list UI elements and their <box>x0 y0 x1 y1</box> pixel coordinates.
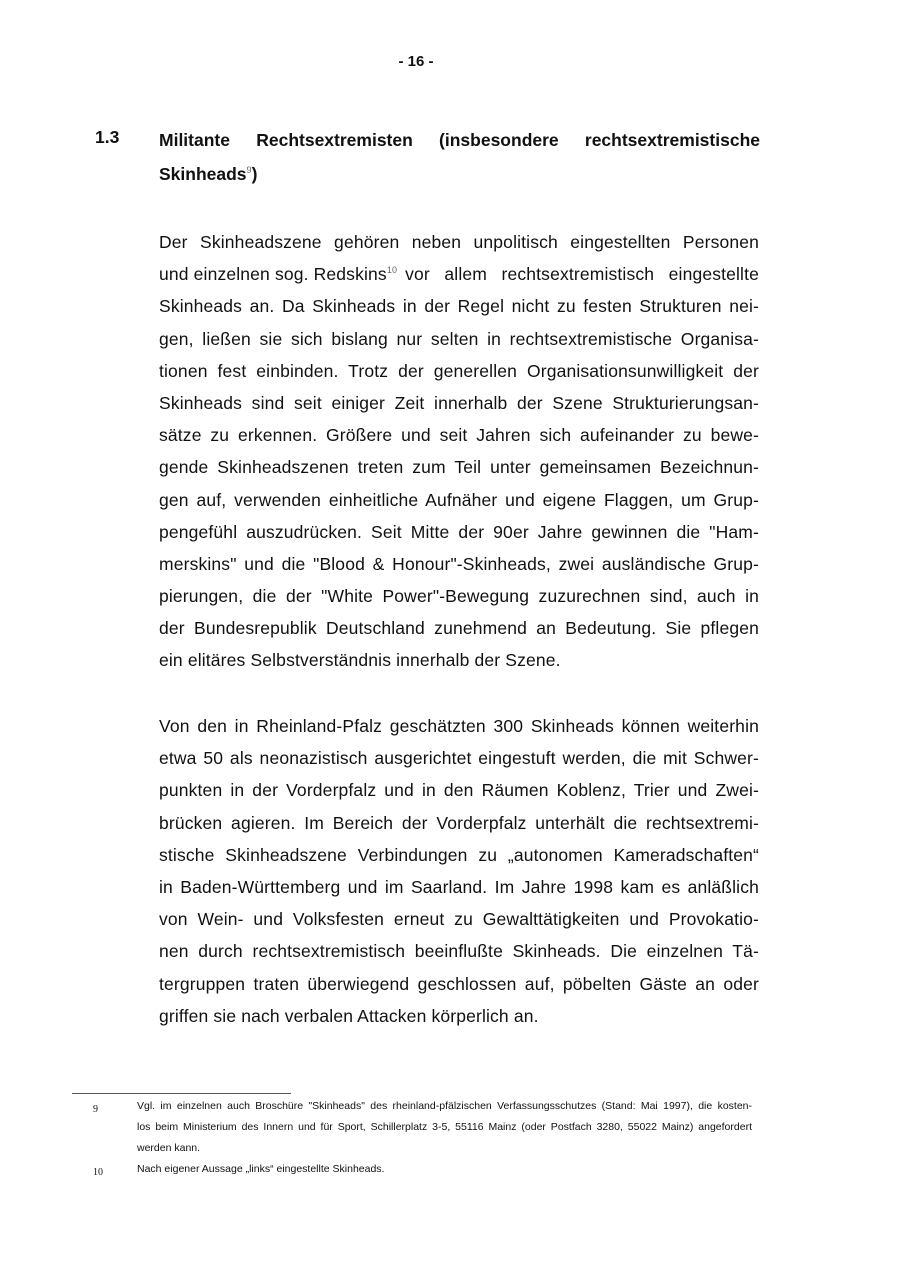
footnote-separator <box>72 1093 291 1094</box>
paragraph-line: Skinheads sind seit einiger Zeit innerhalb der Szene Strukturierungsan- <box>159 392 759 413</box>
footnote-ref-10[interactable]: 10 <box>386 265 398 276</box>
page-number: - 16 - <box>398 53 434 70</box>
section-title-close: ) <box>251 164 258 184</box>
paragraph-text: vor allem rechtsextremistisch eingestellte <box>405 264 759 285</box>
paragraph-line: tergruppen traten überwiegend geschlossen auf, pöbelten Gäste an oder <box>159 973 759 994</box>
paragraph-line: tionen fest einbinden. Trotz der generellen Organisationsunwilligkeit der <box>159 360 759 381</box>
paragraph-line: sätze zu erkennen. Größere und seit Jahren sich aufeinander zu bewe- <box>159 425 759 446</box>
paragraph-line <box>159 258 759 290</box>
section-title <box>159 127 760 195</box>
paragraph-line: in Baden-Württemberg und im Saarland. Im Jahre 1998 kam es anläßlich <box>159 876 759 897</box>
paragraph-line: von Wein- und Volksfesten erneut zu Gewalttätigkeiten und Provokatio- <box>159 909 759 930</box>
footnote-number: 9 <box>93 1104 98 1115</box>
paragraph-line: gende Skinheadszenen treten zum Teil unter gemeinsamen Bezeichnun- <box>159 457 759 478</box>
section-title-line <box>159 161 760 195</box>
paragraph-line: pierungen, die der "White Power"-Bewegung zuzurechnen sind, auch in <box>159 586 759 607</box>
paragraph-line: nen durch rechtsextremistisch beeinflußte Skinheads. Die einzelnen Tä- <box>159 941 759 962</box>
footnote-text <box>137 1096 752 1159</box>
paragraph-1 <box>159 226 759 677</box>
section-title-line: Militante Rechtsextremisten (insbesondere rechtsextremistische <box>159 130 760 150</box>
section-title-word: Skinheads <box>159 164 247 184</box>
paragraph-line: Der Skinheadszene gehören neben unpolitisch eingestellten Personen <box>159 232 759 252</box>
footnote-line: Vgl. im einzelnen auch Broschüre "Skinheads" des rheinland-pfälzischen Verfassungsschutzes (Stand: Mai 1997), die kosten- <box>137 1100 752 1112</box>
paragraph-line: merskins" und die "Blood & Honour"-Skinheads, zwei ausländische Grup- <box>159 553 759 574</box>
paragraph-line: punkten in der Vorderpfalz und in den Räumen Koblenz, Trier und Zwei- <box>159 780 759 801</box>
paragraph-line: etwa 50 als neonazistisch ausgerichtet eingestuft werden, die mit Schwer- <box>159 748 759 769</box>
paragraph-line: stische Skinheadszene Verbindungen zu „autonomen Kameradschaften“ <box>159 844 759 865</box>
paragraph-line: griffen sie nach verbalen Attacken körperlich an. <box>159 1005 539 1026</box>
paragraph-line: Skinheads an. Da Skinheads in der Regel nicht zu festen Strukturen nei- <box>159 296 759 317</box>
paragraph-line: der Bundesrepublik Deutschland zunehmend an Bedeutung. Sie pflegen <box>159 618 759 639</box>
paragraph-line: Von den in Rheinland-Pfalz geschätzten 300 Skinheads können weiterhin <box>159 716 759 736</box>
paragraph-text: und einzelnen sog. Redskins <box>159 264 387 285</box>
paragraph-line: gen auf, verwenden einheitliche Aufnäher und eigene Flaggen, um Grup- <box>159 489 759 510</box>
footnote-line: Nach eigener Aussage „links“ eingestellte Skinheads. <box>137 1163 385 1175</box>
paragraph-line: gen, ließen sie sich bislang nur selten in rechtsextremistische Organisa- <box>159 328 759 349</box>
paragraph-line: pengefühl auszudrücken. Seit Mitte der 90er Jahre gewinnen die "Ham- <box>159 521 759 542</box>
footnote-ref-9[interactable]: 9 <box>246 165 252 175</box>
footnote-line: werden kann. <box>137 1142 201 1154</box>
footnote-text <box>137 1159 752 1180</box>
paragraph-line: ein elitäres Selbstverständnis innerhalb der Szene. <box>159 650 561 671</box>
footnote-number: 10 <box>93 1167 103 1178</box>
section-number: 1.3 <box>95 127 120 147</box>
paragraph-line: brücken agieren. Im Bereich der Vorderpfalz unterhält die rechtsextremi- <box>159 812 759 833</box>
paragraph-2 <box>159 710 759 1032</box>
footnote-line: los beim Ministerium des Innern und für Sport, Schillerplatz 3-5, 55116 Mainz (oder Postfach 3280, 55022 Mainz) angefordert <box>137 1121 752 1133</box>
